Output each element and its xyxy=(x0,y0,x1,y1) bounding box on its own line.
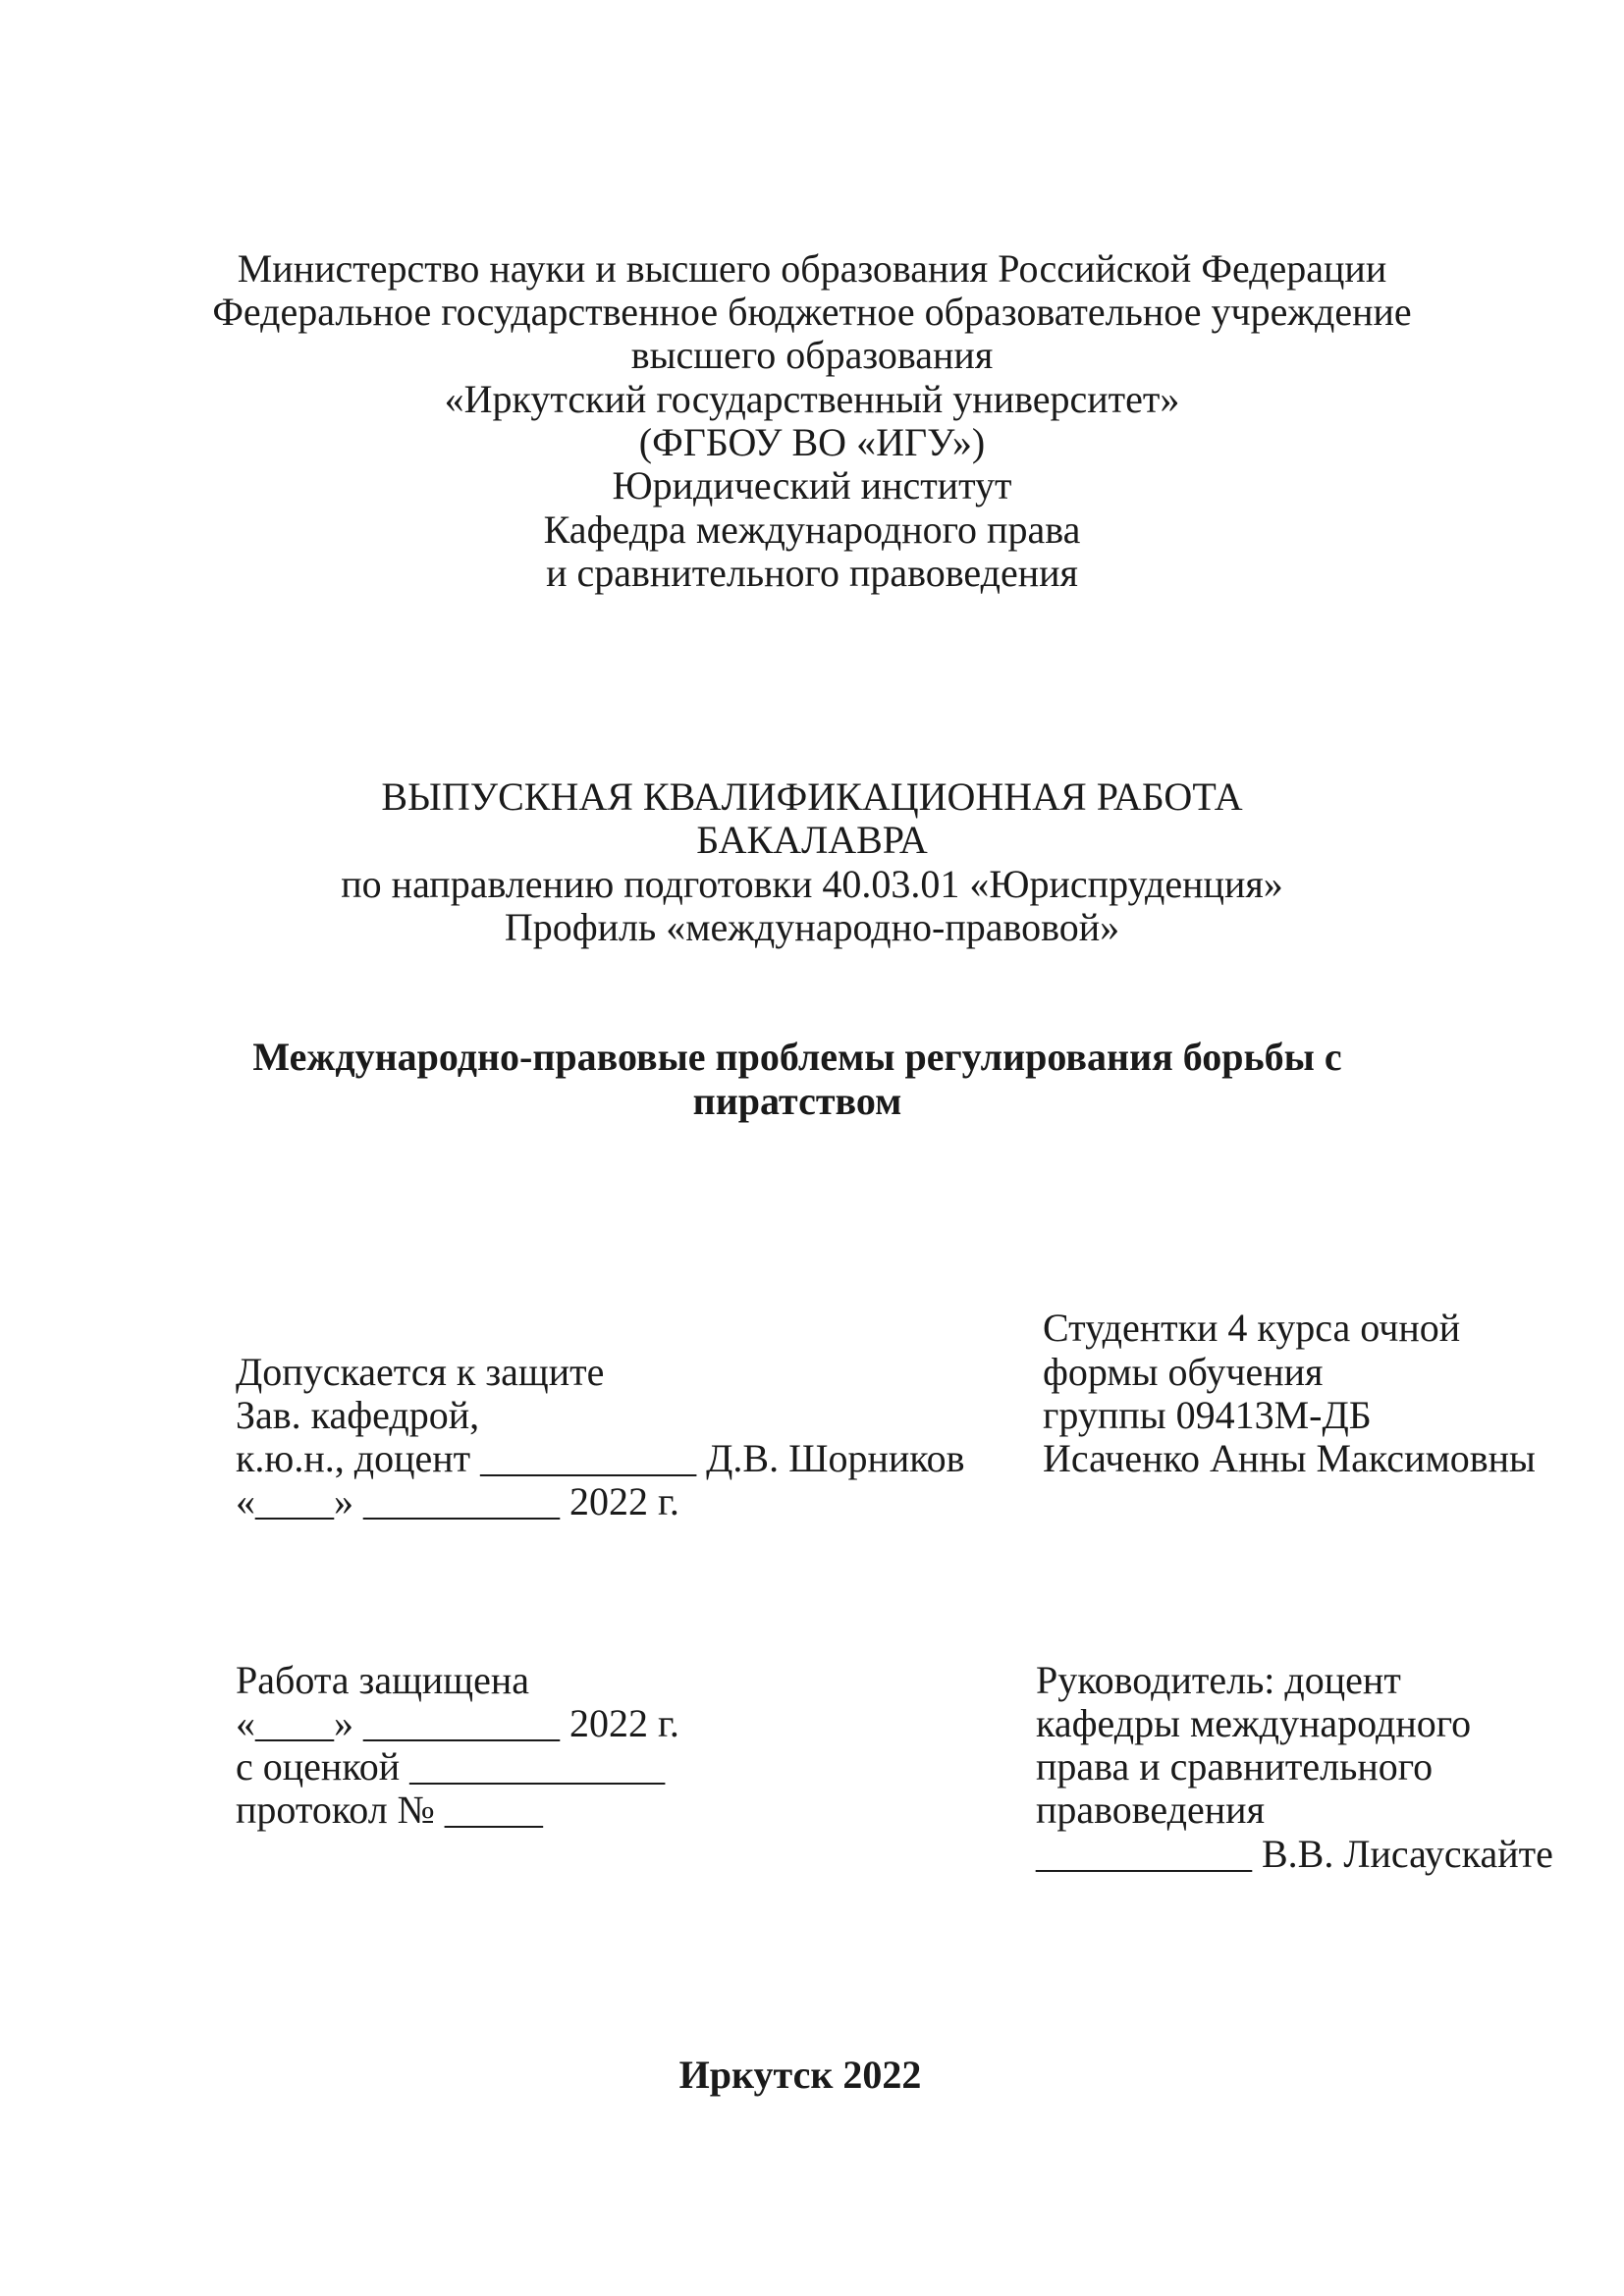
supervisor-signature-line: ___________ В.В. Лисаускайте xyxy=(1036,1832,1553,1876)
university-abbrev-line: (ФГБОУ ВО «ИГУ») xyxy=(638,420,986,464)
thesis-title-line-2: пиратством xyxy=(692,1079,902,1123)
student-line-1: Студентки 4 курса очной xyxy=(1043,1306,1461,1350)
supervisor-line-1: Руководитель: доцент xyxy=(1036,1658,1401,1702)
student-line-3: группы 09413М-ДБ xyxy=(1043,1393,1372,1437)
student-line-4: Исаченко Анны Максимовны xyxy=(1043,1436,1536,1480)
education-level-line: высшего образования xyxy=(630,333,994,377)
institute-line: Юридический институт xyxy=(612,463,1012,507)
city-year: Иркутск 2022 xyxy=(678,2053,922,2097)
student-line-2: формы обучения xyxy=(1043,1350,1324,1394)
defense-line-1: Работа защищена xyxy=(236,1658,530,1702)
profile-line: Профиль «международно-правовой» xyxy=(504,905,1120,949)
supervisor-line-3: права и сравнительного xyxy=(1036,1744,1434,1789)
admission-line-2: Зав. кафедрой, xyxy=(236,1393,480,1437)
supervisor-line-2: кафедры международного xyxy=(1036,1701,1472,1745)
direction-line: по направлению подготовки 40.03.01 «Юриспруденция» xyxy=(341,862,1283,906)
institution-type-line: Федеральное государственное бюджетное образовательное учреждение xyxy=(212,290,1412,334)
ministry-line: Министерство науки и высшего образования Российской Федерации xyxy=(237,246,1387,291)
admission-line-4: «____» __________ 2022 г. xyxy=(236,1479,679,1523)
department-line-1: Кафедра международного права xyxy=(543,507,1081,552)
defense-line-2: «____» __________ 2022 г. xyxy=(236,1701,679,1745)
supervisor-line-4: правоведения xyxy=(1036,1788,1265,1832)
university-name-line: «Иркутский государственный университет» xyxy=(444,377,1180,421)
admission-line-1: Допускается к защите xyxy=(236,1350,605,1394)
thesis-title-line-1: Международно-правовые проблемы регулирования борьбы с xyxy=(252,1035,1342,1079)
admission-line-3: к.ю.н., доцент ___________ Д.В. Шорников xyxy=(236,1436,965,1480)
defense-line-4: протокол № _____ xyxy=(236,1788,543,1832)
defense-line-3: с оценкой _____________ xyxy=(236,1744,666,1789)
work-type-line-2: БАКАЛАВРА xyxy=(696,818,928,862)
work-type-line-1: ВЫПУСКНАЯ КВАЛИФИКАЦИОННАЯ РАБОТА xyxy=(381,774,1243,819)
department-line-2: и сравнительного правоведения xyxy=(546,551,1078,595)
